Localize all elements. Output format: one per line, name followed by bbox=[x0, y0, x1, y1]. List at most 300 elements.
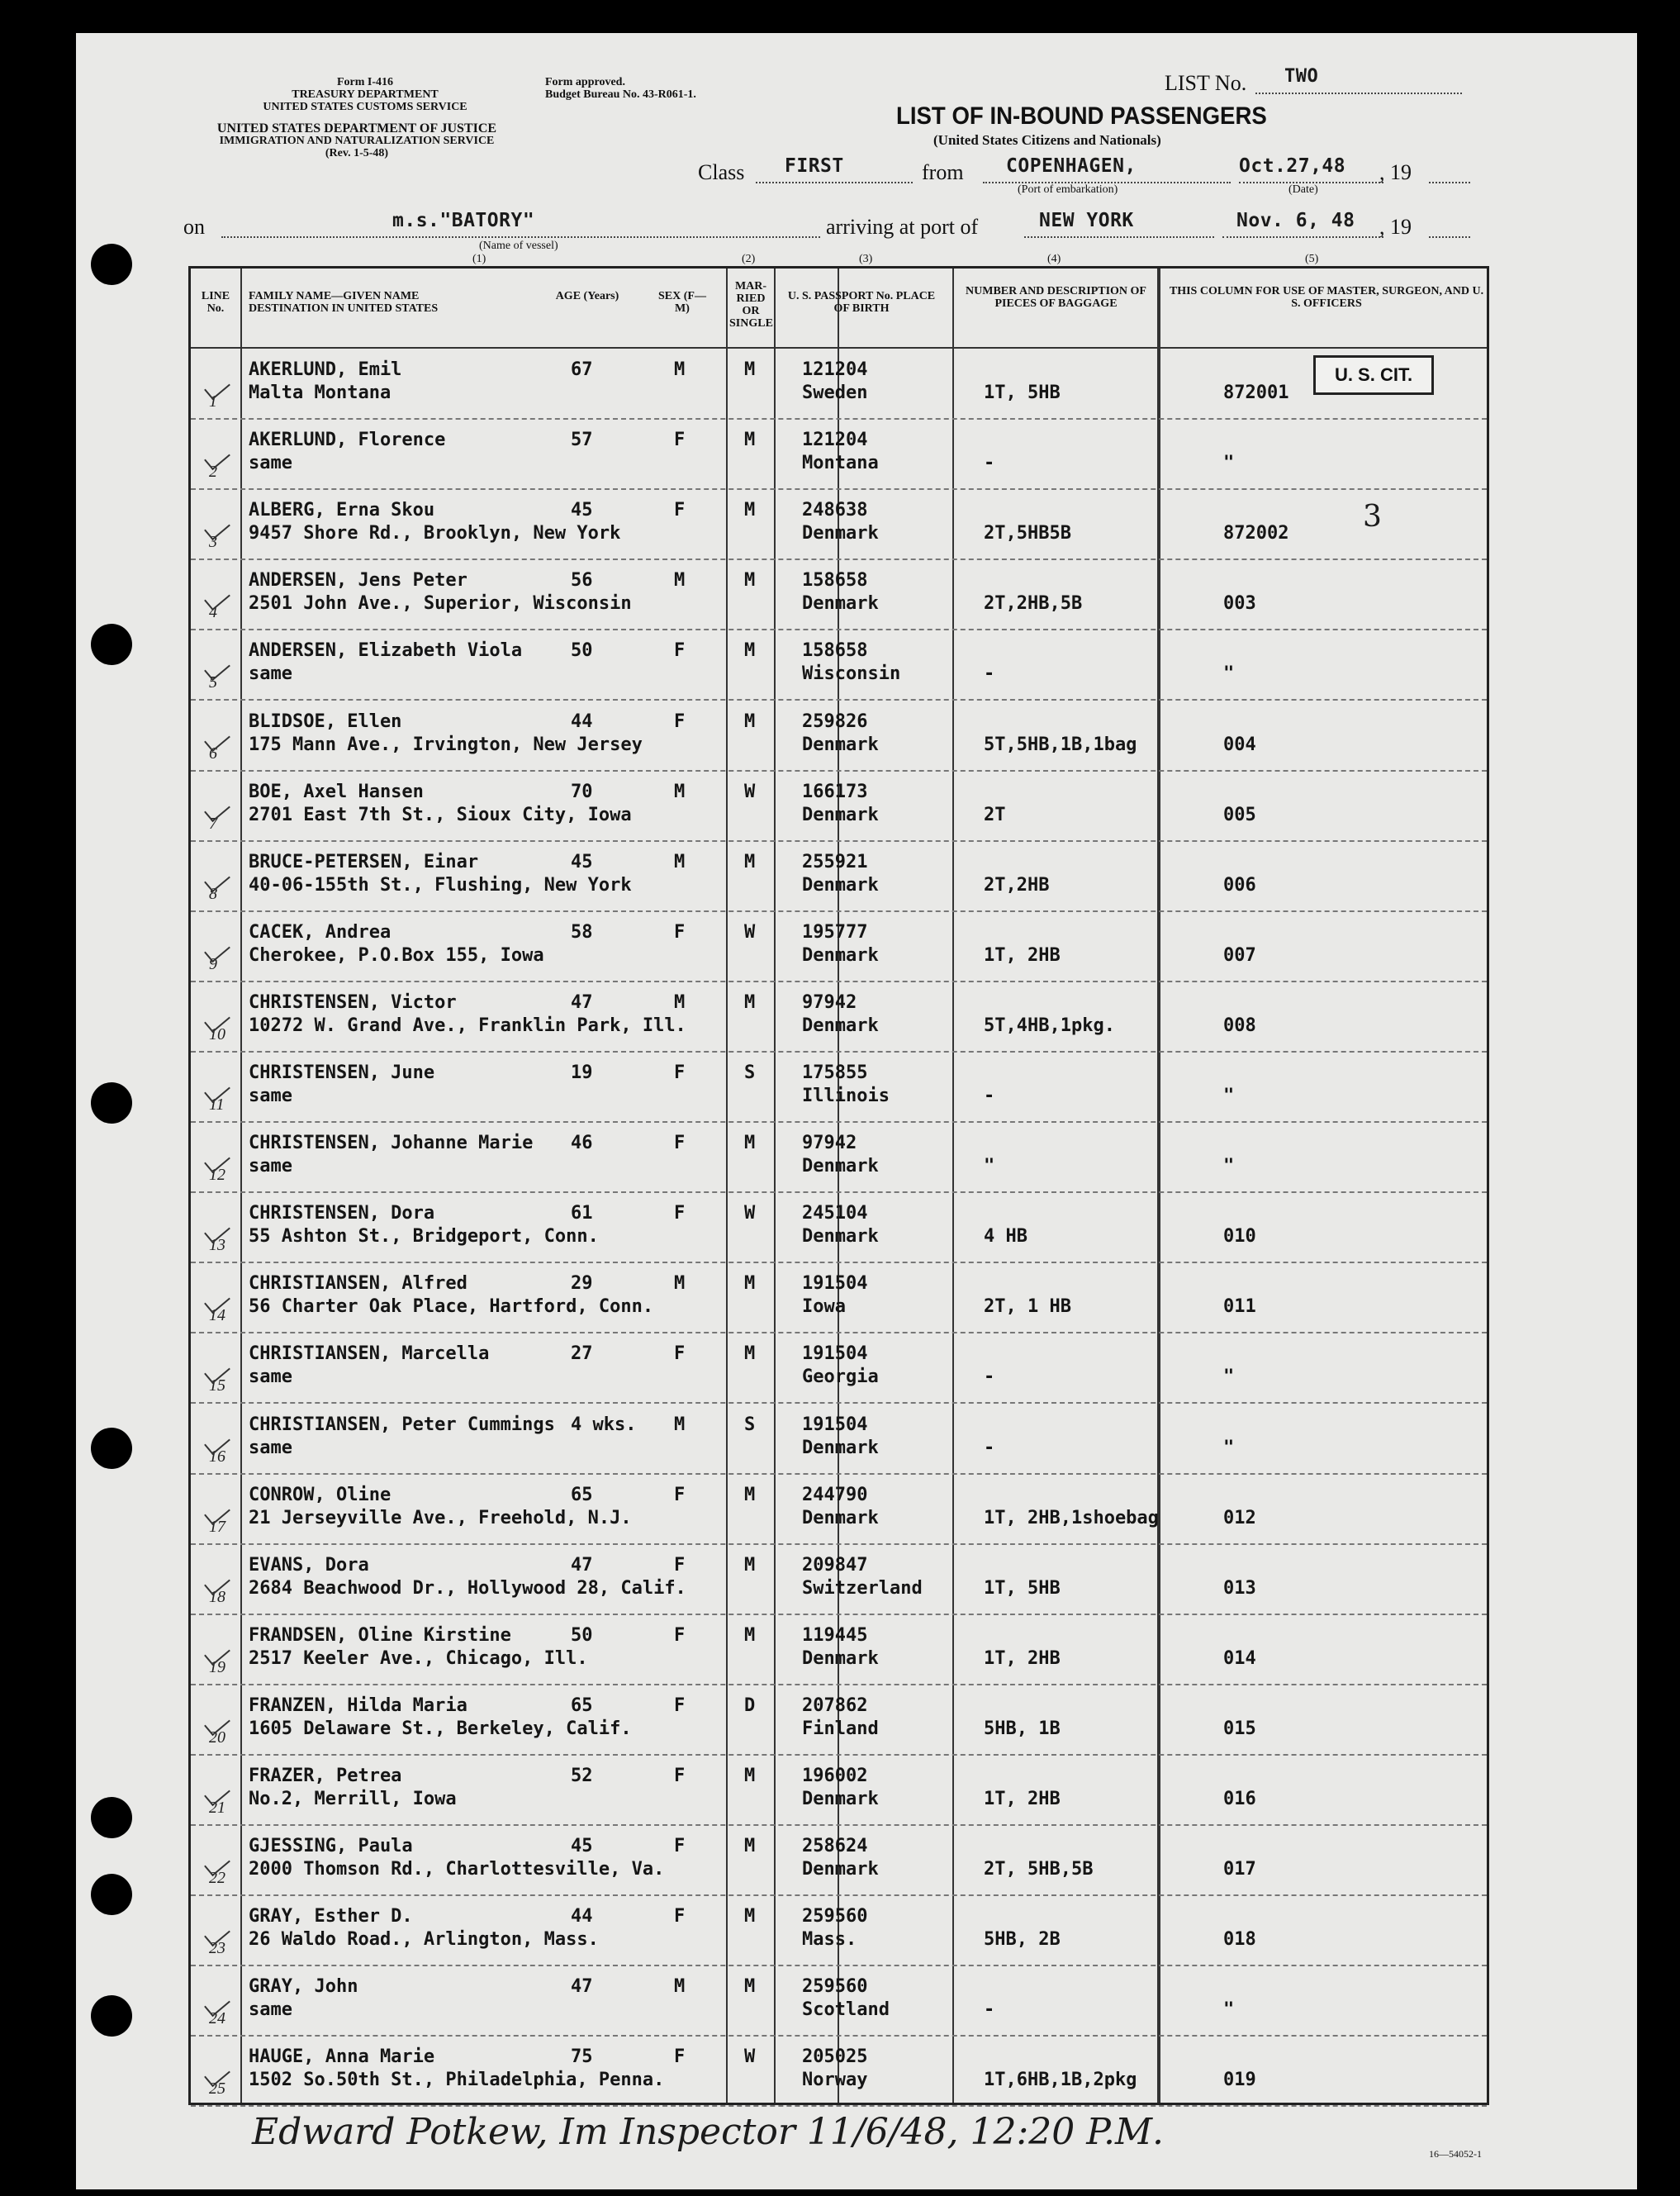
check-mark bbox=[204, 1571, 230, 1595]
cell-birth: Denmark bbox=[802, 944, 879, 966]
cell-age: 45 bbox=[571, 1836, 593, 1857]
cell-ms: M bbox=[744, 851, 756, 872]
cell-name: CHRISTENSEN, June bbox=[249, 1062, 435, 1083]
cell-dest: same bbox=[249, 1367, 292, 1388]
cell-birth: Denmark bbox=[802, 804, 879, 825]
cell-age: 57 bbox=[571, 430, 593, 451]
cell-officer: " bbox=[1223, 1999, 1235, 2021]
cell-name: CHRISTENSEN, Johanne Marie bbox=[249, 1133, 534, 1154]
cell-officer: " bbox=[1223, 1086, 1235, 1106]
cell-passport: 121204 bbox=[802, 430, 868, 451]
cell-ms: M bbox=[744, 991, 756, 1013]
cell-birth: Denmark bbox=[802, 734, 879, 755]
cell-sex: F bbox=[674, 921, 686, 943]
table-row bbox=[191, 1615, 1487, 1685]
table-row bbox=[191, 1896, 1487, 1966]
cell-age: 47 bbox=[571, 1554, 593, 1576]
form-revision: (Rev. 1-5-48) bbox=[325, 147, 389, 159]
cell-ms: M bbox=[744, 640, 756, 662]
table-row bbox=[191, 1545, 1487, 1615]
cell-sex: M bbox=[674, 359, 686, 380]
cell-sex: F bbox=[674, 711, 686, 732]
cell-age: 44 bbox=[571, 1906, 593, 1927]
cell-passport: 209847 bbox=[802, 1554, 868, 1576]
footer-code: 16—54052-1 bbox=[1429, 2148, 1482, 2160]
cell-name: GRAY, John bbox=[249, 1976, 358, 1998]
table-row bbox=[191, 982, 1487, 1053]
cell-officer: 018 bbox=[1223, 1929, 1256, 1951]
cell-ms: M bbox=[744, 1976, 756, 1998]
cell-ms: M bbox=[744, 1133, 756, 1154]
cell-sex: F bbox=[674, 640, 686, 662]
list-no-underline bbox=[1255, 93, 1462, 94]
cell-officer: 005 bbox=[1223, 804, 1256, 825]
cell-birth: Denmark bbox=[802, 523, 879, 544]
cell-dest: 21 Jerseyville Ave., Freehold, N.J. bbox=[249, 1507, 632, 1528]
cell-dest: same bbox=[249, 1086, 292, 1106]
cell-baggage: - bbox=[984, 453, 995, 474]
cell-baggage: 2T, 5HB,5B bbox=[984, 1859, 1094, 1880]
cell-dest: 26 Waldo Road., Arlington, Mass. bbox=[249, 1929, 599, 1951]
punch-hole bbox=[91, 624, 132, 665]
cell-sex: F bbox=[674, 1133, 686, 1154]
line-number: 18 bbox=[209, 1587, 225, 1606]
cell-baggage: 5T,5HB,1B,1bag bbox=[984, 734, 1137, 755]
cell-ms: M bbox=[744, 1343, 756, 1365]
check-mark bbox=[204, 867, 230, 892]
cell-passport: 191504 bbox=[802, 1414, 868, 1435]
cell-birth: Denmark bbox=[802, 874, 879, 896]
cell-dest: same bbox=[249, 1999, 292, 2021]
header-separator bbox=[191, 347, 1487, 349]
cell-name: GRAY, Esther D. bbox=[249, 1906, 413, 1927]
class-underline bbox=[756, 182, 913, 183]
cell-sex: F bbox=[674, 1203, 686, 1224]
cell-passport: 205025 bbox=[802, 2046, 868, 2068]
passenger-table bbox=[188, 266, 1489, 2105]
line-number: 12 bbox=[209, 1166, 225, 1185]
cell-baggage: 1T, 2HB bbox=[984, 944, 1061, 966]
cell-officer: 004 bbox=[1223, 734, 1256, 755]
cell-age: 44 bbox=[571, 711, 593, 732]
cell-passport: 97942 bbox=[802, 991, 857, 1013]
cell-age: 61 bbox=[571, 1203, 593, 1224]
cell-name: FRANDSEN, Oline Kirstine bbox=[249, 1624, 511, 1646]
line-number: 21 bbox=[209, 1799, 225, 1817]
punch-hole bbox=[91, 244, 132, 285]
vessel-underline bbox=[221, 236, 820, 238]
justice-block bbox=[175, 122, 539, 159]
cell-age: 56 bbox=[571, 570, 593, 592]
line-number: 14 bbox=[209, 1306, 225, 1325]
check-mark bbox=[204, 375, 230, 400]
cell-name: BLIDSOE, Ellen bbox=[249, 711, 402, 732]
check-mark bbox=[204, 445, 230, 470]
form-approval bbox=[545, 76, 696, 101]
cell-baggage: 2T bbox=[984, 804, 1006, 825]
cell-birth: Denmark bbox=[802, 1859, 879, 1880]
cell-baggage: 1T, 2HB bbox=[984, 1647, 1061, 1669]
cell-age: 50 bbox=[571, 640, 593, 662]
cell-sex: M bbox=[674, 570, 686, 592]
cell-passport: 255921 bbox=[802, 851, 868, 872]
punch-hole bbox=[91, 1874, 132, 1915]
cell-name: ALBERG, Erna Skou bbox=[249, 500, 435, 521]
table-row bbox=[191, 701, 1487, 772]
cell-passport: 119445 bbox=[802, 1624, 868, 1646]
cell-ms: W bbox=[744, 781, 756, 802]
cell-age: 58 bbox=[571, 921, 593, 943]
cell-age: 27 bbox=[571, 1343, 593, 1365]
cell-dest: 10272 W. Grand Ave., Franklin Park, Ill. bbox=[249, 1015, 686, 1036]
col-number-1: (1) bbox=[472, 253, 486, 265]
cell-name: ANDERSEN, Elizabeth Viola bbox=[249, 640, 523, 662]
cell-birth: Denmark bbox=[802, 1789, 879, 1809]
cell-name: CHRISTENSEN, Dora bbox=[249, 1203, 435, 1224]
cell-name: CACEK, Andrea bbox=[249, 921, 392, 943]
arrival-date-underline bbox=[1222, 236, 1383, 238]
cell-birth: Iowa bbox=[802, 1296, 846, 1318]
cell-passport: 258624 bbox=[802, 1836, 868, 1857]
treasury-dept: TREASURY DEPARTMENT bbox=[292, 88, 439, 101]
cell-officer: 872002 bbox=[1223, 523, 1289, 544]
cell-sex: F bbox=[674, 1695, 686, 1716]
list-no-value: TWO bbox=[1284, 66, 1319, 87]
form-approved: Form approved. bbox=[545, 76, 625, 88]
col-header-officers: THIS COLUMN FOR USE OF MASTER, SURGEON, AND U. S. OFFICERS bbox=[1169, 285, 1484, 310]
cell-dest: No.2, Merrill, Iowa bbox=[249, 1789, 457, 1809]
cell-birth: Mass. bbox=[802, 1929, 857, 1951]
cell-dest: 2684 Beachwood Dr., Hollywood 28, Calif. bbox=[249, 1577, 686, 1599]
cell-name: GJESSING, Paula bbox=[249, 1836, 413, 1857]
cell-passport: 245104 bbox=[802, 1203, 868, 1224]
class-label: Class bbox=[698, 160, 745, 184]
cell-age: 47 bbox=[571, 1976, 593, 1998]
inspector-signature: Edward Potkew, Im Inspector 11/6/48, 12:20 P.M. bbox=[252, 2111, 1164, 2153]
cell-ms: M bbox=[744, 1273, 756, 1295]
table-row bbox=[191, 1333, 1487, 1404]
cell-officer: 019 bbox=[1223, 2070, 1256, 2091]
cell-birth: Denmark bbox=[802, 593, 879, 615]
cell-passport: 175855 bbox=[802, 1062, 868, 1083]
cell-age: 67 bbox=[571, 359, 593, 380]
arrival-port: NEW YORK bbox=[1039, 210, 1134, 231]
cell-name: CONROW, Oline bbox=[249, 1484, 392, 1505]
cell-dest: 9457 Shore Rd., Brooklyn, New York bbox=[249, 523, 621, 544]
cell-age: 65 bbox=[571, 1695, 593, 1716]
line-number: 17 bbox=[209, 1517, 225, 1536]
cell-sex: M bbox=[674, 1273, 686, 1295]
cell-ms: W bbox=[744, 2046, 756, 2068]
cell-name: AKERLUND, Emil bbox=[249, 359, 402, 380]
line-number: 6 bbox=[209, 744, 217, 763]
col-header-age: AGE (Years) bbox=[555, 290, 619, 302]
col-number-4: (4) bbox=[1047, 253, 1061, 265]
cell-sex: F bbox=[674, 1484, 686, 1505]
cell-baggage: - bbox=[984, 1086, 995, 1106]
cell-age: 46 bbox=[571, 1133, 593, 1154]
line-number: 1 bbox=[209, 392, 217, 411]
cell-baggage: 1T, 5HB bbox=[984, 383, 1061, 403]
table-row bbox=[191, 420, 1487, 490]
cell-baggage: - bbox=[984, 1437, 995, 1458]
cell-officer: 013 bbox=[1223, 1577, 1256, 1599]
cell-birth: Scotland bbox=[802, 1999, 890, 2021]
cell-officer: " bbox=[1223, 453, 1235, 474]
us-citizen-stamp: U. S. CIT. bbox=[1313, 355, 1434, 395]
line-number: 20 bbox=[209, 1728, 225, 1747]
cell-officer: 872001 bbox=[1223, 383, 1289, 403]
cell-baggage: 4 HB bbox=[984, 1226, 1027, 1248]
check-mark bbox=[204, 1500, 230, 1524]
cell-passport: 259560 bbox=[802, 1976, 868, 1998]
cell-age: 65 bbox=[571, 1484, 593, 1505]
cell-birth: Denmark bbox=[802, 1647, 879, 1669]
cell-birth: Georgia bbox=[802, 1367, 879, 1388]
cell-passport: 248638 bbox=[802, 500, 868, 521]
table-row bbox=[191, 842, 1487, 912]
cell-birth: Switzerland bbox=[802, 1577, 923, 1599]
col-number-5: (5) bbox=[1305, 253, 1319, 265]
cell-baggage: - bbox=[984, 663, 995, 685]
table-row bbox=[191, 1475, 1487, 1545]
cell-age: 45 bbox=[571, 500, 593, 521]
cell-officer: 017 bbox=[1223, 1859, 1256, 1880]
cell-officer: 016 bbox=[1223, 1789, 1256, 1809]
class-value: FIRST bbox=[785, 155, 844, 177]
cell-passport: 191504 bbox=[802, 1343, 868, 1365]
line-number: 5 bbox=[209, 673, 217, 692]
table-row bbox=[191, 1826, 1487, 1896]
arrival-port-underline bbox=[1024, 236, 1214, 238]
cell-sex: F bbox=[674, 1906, 686, 1927]
cell-sex: M bbox=[674, 1976, 686, 1998]
cell-sex: F bbox=[674, 1766, 686, 1786]
table-row bbox=[191, 1405, 1487, 1475]
cell-name: CHRISTIANSEN, Alfred bbox=[249, 1273, 467, 1295]
cell-dest: 2000 Thomson Rd., Charlottesville, Va. bbox=[249, 1859, 665, 1880]
cell-ms: M bbox=[744, 711, 756, 732]
justice-dept: UNITED STATES DEPARTMENT OF JUSTICE bbox=[216, 121, 497, 135]
cell-passport: 259826 bbox=[802, 711, 868, 732]
cell-ms: D bbox=[744, 1695, 756, 1716]
cell-ms: M bbox=[744, 1766, 756, 1786]
cell-birth: Finland bbox=[802, 1718, 879, 1739]
cell-dest: same bbox=[249, 1156, 292, 1177]
line-number: 24 bbox=[209, 2009, 225, 2028]
cell-ms: M bbox=[744, 1624, 756, 1646]
row-divider bbox=[191, 2105, 1487, 2107]
cell-name: FRANZEN, Hilda Maria bbox=[249, 1695, 467, 1716]
cell-age: 50 bbox=[571, 1624, 593, 1646]
cell-sex: F bbox=[674, 500, 686, 521]
cell-dest: 40-06-155th St., Flushing, New York bbox=[249, 874, 632, 896]
line-number: 13 bbox=[209, 1236, 225, 1255]
line-number: 7 bbox=[209, 814, 217, 833]
cell-officer: 014 bbox=[1223, 1647, 1256, 1669]
table-row bbox=[191, 349, 1487, 420]
cell-officer: 008 bbox=[1223, 1015, 1256, 1036]
from-label: from bbox=[922, 160, 964, 184]
manifest-subtitle: (United States Citizens and Nationals) bbox=[933, 132, 1161, 148]
cell-passport: 196002 bbox=[802, 1766, 868, 1786]
arriving-label: arriving at port of bbox=[826, 215, 979, 239]
cell-age: 29 bbox=[571, 1273, 593, 1295]
table-row bbox=[191, 1263, 1487, 1333]
cell-age: 75 bbox=[571, 2046, 593, 2068]
vessel-caption: (Name of vessel) bbox=[479, 240, 558, 252]
cell-age: 4 wks. bbox=[571, 1414, 637, 1435]
cell-passport: 97942 bbox=[802, 1133, 857, 1154]
cell-officer: 011 bbox=[1223, 1296, 1256, 1318]
cell-baggage: - bbox=[984, 1367, 995, 1388]
col-header-passport: U. S. PASSPORT No. PLACE OF BIRTH bbox=[787, 290, 936, 315]
cell-passport: 158658 bbox=[802, 570, 868, 592]
table-row bbox=[191, 1966, 1487, 2037]
cell-name: CHRISTIANSEN, Peter Cummings bbox=[249, 1414, 555, 1435]
cell-officer: " bbox=[1223, 1367, 1235, 1388]
cell-sex: F bbox=[674, 1062, 686, 1083]
check-mark bbox=[204, 1641, 230, 1666]
line-number: 15 bbox=[209, 1376, 225, 1395]
check-mark bbox=[204, 516, 230, 540]
cell-ms: S bbox=[744, 1062, 756, 1083]
cell-sex: M bbox=[674, 1414, 686, 1435]
departure-year: , 19 bbox=[1379, 160, 1412, 184]
col-header-baggage: NUMBER AND DESCRIPTION OF PIECES OF BAGGAGE bbox=[966, 285, 1146, 310]
line-number: 23 bbox=[209, 1939, 225, 1958]
cell-age: 52 bbox=[571, 1766, 593, 1786]
cell-officer: " bbox=[1223, 663, 1235, 685]
cell-baggage: 2T,2HB,5B bbox=[984, 593, 1083, 615]
cell-dest: 1502 So.50th St., Philadelphia, Penna. bbox=[249, 2070, 665, 2091]
cell-baggage: " bbox=[984, 1156, 995, 1177]
ins-service: IMMIGRATION AND NATURALIZATION SERVICE bbox=[219, 135, 495, 147]
cell-baggage: 2T, 1 HB bbox=[984, 1296, 1071, 1318]
cell-name: FRAZER, Petrea bbox=[249, 1766, 402, 1786]
line-number: 11 bbox=[209, 1096, 225, 1114]
cell-sex: F bbox=[674, 2046, 686, 2068]
table-row bbox=[191, 1756, 1487, 1826]
line-number: 9 bbox=[209, 954, 217, 973]
cell-baggage: 1T, 5HB bbox=[984, 1577, 1061, 1599]
table-row bbox=[191, 630, 1487, 701]
check-mark bbox=[204, 1429, 230, 1454]
cell-ms: M bbox=[744, 1554, 756, 1576]
cell-passport: 259560 bbox=[802, 1906, 868, 1927]
cell-sex: M bbox=[674, 991, 686, 1013]
cell-birth: Denmark bbox=[802, 1226, 879, 1248]
line-number: 16 bbox=[209, 1447, 225, 1466]
cell-age: 47 bbox=[571, 991, 593, 1013]
cell-age: 70 bbox=[571, 781, 593, 802]
cell-sex: F bbox=[674, 1343, 686, 1365]
punch-hole bbox=[91, 1428, 132, 1469]
table-row bbox=[191, 490, 1487, 560]
line-number: 8 bbox=[209, 884, 217, 903]
cell-name: AKERLUND, Florence bbox=[249, 430, 446, 451]
cell-dest: Cherokee, P.O.Box 155, Iowa bbox=[249, 944, 544, 966]
cell-ms: W bbox=[744, 1203, 756, 1224]
manifest-title: LIST OF IN-BOUND PASSENGERS bbox=[896, 102, 1267, 130]
check-mark bbox=[204, 938, 230, 963]
cell-baggage: 2T,2HB bbox=[984, 874, 1050, 896]
arrival-year-underline bbox=[1429, 236, 1470, 238]
table-row bbox=[191, 560, 1487, 630]
line-number: 2 bbox=[209, 463, 217, 482]
cell-officer: 010 bbox=[1223, 1226, 1256, 1248]
cell-passport: 158658 bbox=[802, 640, 868, 662]
cell-dest: same bbox=[249, 663, 292, 685]
cell-baggage: 1T,6HB,1B,2pkg bbox=[984, 2070, 1137, 2091]
check-mark bbox=[204, 656, 230, 681]
col-number-2: (2) bbox=[742, 253, 756, 265]
cell-dest: 56 Charter Oak Place, Hartford, Conn. bbox=[249, 1296, 654, 1318]
cell-passport: 121204 bbox=[802, 359, 868, 380]
check-mark bbox=[204, 796, 230, 821]
check-mark bbox=[204, 726, 230, 751]
cell-baggage: - bbox=[984, 1999, 995, 2021]
customs-service: UNITED STATES CUSTOMS SERVICE bbox=[263, 101, 467, 113]
punch-hole bbox=[91, 1995, 132, 2037]
cell-officer: 012 bbox=[1223, 1507, 1256, 1528]
cell-baggage: 5T,4HB,1pkg. bbox=[984, 1015, 1115, 1036]
cell-passport: 207862 bbox=[802, 1695, 868, 1716]
cell-baggage: 1T, 2HB,1shoebag bbox=[984, 1507, 1159, 1528]
cell-officer: 003 bbox=[1223, 593, 1256, 615]
cell-baggage: 1T, 2HB bbox=[984, 1789, 1061, 1809]
cell-ms: M bbox=[744, 1484, 756, 1505]
cell-birth: Denmark bbox=[802, 1507, 879, 1528]
table-row bbox=[191, 1123, 1487, 1193]
table-row bbox=[191, 1053, 1487, 1123]
cell-dest: 175 Mann Ave., Irvington, New Jersey bbox=[249, 734, 643, 755]
cell-sex: M bbox=[674, 781, 686, 802]
cell-birth: Wisconsin bbox=[802, 663, 901, 685]
cell-name: BRUCE-PETERSEN, Einar bbox=[249, 851, 479, 872]
cell-name: EVANS, Dora bbox=[249, 1554, 369, 1576]
cell-ms: M bbox=[744, 359, 756, 380]
cell-baggage: 5HB, 2B bbox=[984, 1929, 1061, 1951]
cell-passport: 191504 bbox=[802, 1273, 868, 1295]
cell-ms: M bbox=[744, 570, 756, 592]
cell-officer: " bbox=[1223, 1437, 1235, 1458]
cell-sex: M bbox=[674, 851, 686, 872]
cell-officer: 015 bbox=[1223, 1718, 1256, 1739]
cell-ms: M bbox=[744, 1836, 756, 1857]
cell-sex: F bbox=[674, 1554, 686, 1576]
embark-caption: (Port of embarkation) bbox=[1018, 183, 1118, 196]
cell-birth: Denmark bbox=[802, 1156, 879, 1177]
cell-officer: " bbox=[1223, 1156, 1235, 1177]
cell-passport: 244790 bbox=[802, 1484, 868, 1505]
cell-baggage: 2T,5HB5B bbox=[984, 523, 1071, 544]
form-number: Form I-416 bbox=[336, 76, 394, 88]
cell-officer: 007 bbox=[1223, 944, 1256, 966]
cell-ms: S bbox=[744, 1414, 756, 1435]
cell-sex: F bbox=[674, 430, 686, 451]
cell-baggage: 5HB, 1B bbox=[984, 1718, 1061, 1739]
punch-hole bbox=[91, 1797, 132, 1838]
cell-name: CHRISTENSEN, Victor bbox=[249, 991, 457, 1013]
port-of-embarkation: COPENHAGEN, bbox=[1006, 155, 1137, 177]
budget-bureau: Budget Bureau No. 43-R061-1. bbox=[545, 88, 696, 101]
cell-name: ANDERSEN, Jens Peter bbox=[249, 570, 467, 592]
margin-note: 3 bbox=[1363, 500, 1382, 534]
col-header-line-no: LINE No. bbox=[201, 290, 230, 315]
cell-age: 45 bbox=[571, 851, 593, 872]
on-label: on bbox=[183, 215, 205, 239]
